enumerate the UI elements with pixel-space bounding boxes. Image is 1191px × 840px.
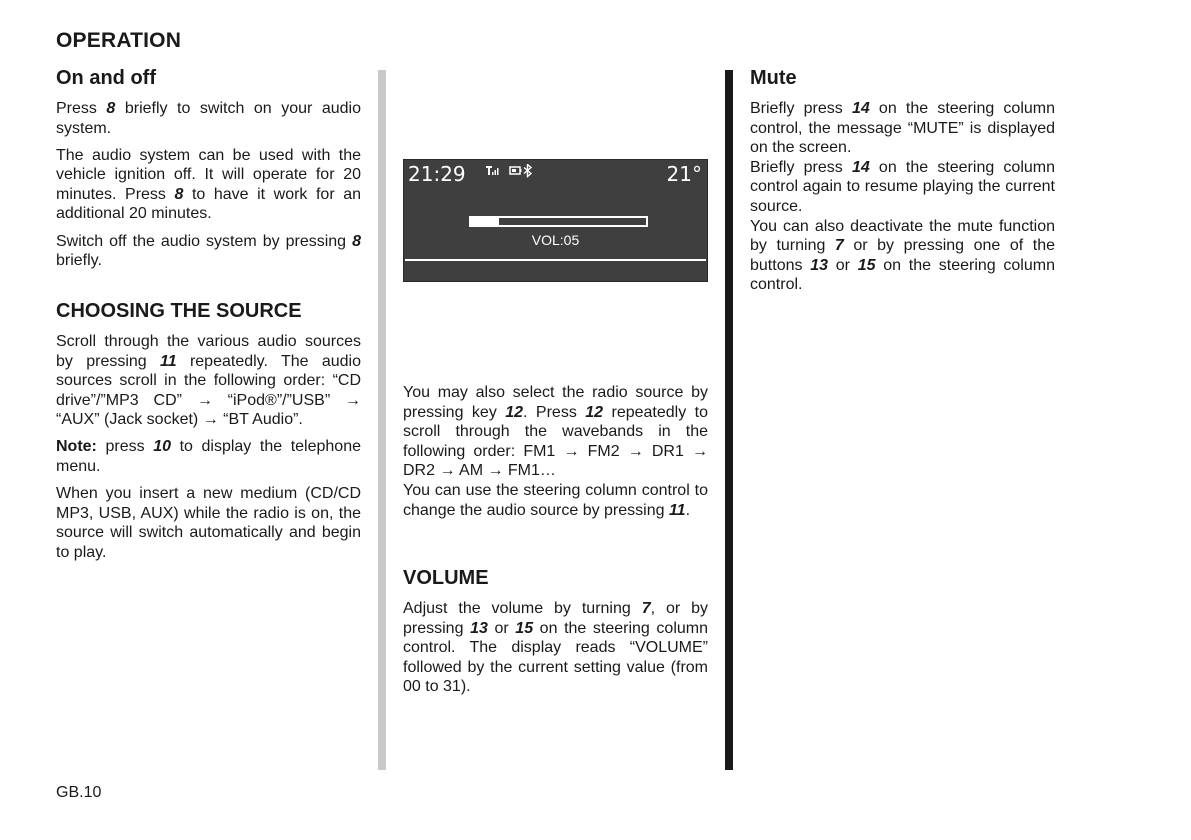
mute-paragraph-2 xyxy=(750,158,1055,217)
text: The audio system can be used with the vehicle ignition off. It will operate for 20 minutes. Press xyxy=(56,146,361,203)
choosing-source-section xyxy=(56,332,361,563)
text: Briefly press xyxy=(750,100,852,117)
text: or xyxy=(487,619,516,637)
signal-icon xyxy=(486,166,499,175)
text: press xyxy=(96,438,154,456)
key-number: 13 xyxy=(810,256,829,274)
mute-paragraph-1 xyxy=(750,99,1055,158)
display-divider-line xyxy=(405,259,706,261)
bluetooth-icon xyxy=(524,165,531,177)
text: on the steering column control. The display reads “VOLUME” followed by the current setting value (from 00 to 31). xyxy=(403,619,709,696)
text: repeatedly to scroll through the wavebands in the following order: FM1 → FM2 → DR1 → DR2 → AM → FM1… xyxy=(403,403,708,480)
key-number: 11 xyxy=(668,501,686,519)
on-off-paragraph-2 xyxy=(56,146,361,224)
text: . Press xyxy=(523,403,586,421)
text: to have it work for an additional 20 minutes. xyxy=(56,185,361,223)
volume-bar-fill xyxy=(471,218,499,225)
text: or xyxy=(828,256,858,274)
display-temperature: 21° xyxy=(666,162,702,186)
on-off-section xyxy=(56,99,361,271)
key-number: 14 xyxy=(851,100,870,117)
choosing-source-title: CHOOSING THE SOURCE xyxy=(56,300,302,322)
volume-label: VOL:05 xyxy=(531,232,580,248)
text: Briefly press xyxy=(750,158,852,176)
page-number: GB.10 xyxy=(56,784,102,801)
text: Switch off the audio system by pressing xyxy=(56,232,353,250)
source-paragraph-3: When you insert a new medium (CD/CD MP3, USB, AUX) while the radio is on, the source will switch automatically and begin to play. xyxy=(56,485,361,561)
mute-section xyxy=(750,99,1055,295)
text: on the steering column control. xyxy=(750,256,1055,294)
volume-section xyxy=(403,599,708,697)
text: Scroll through the various audio sources by pressing xyxy=(56,333,361,370)
text: on the steering column control again to resume playing the current source. xyxy=(750,158,1055,215)
display-status-icons xyxy=(486,164,546,181)
mute-title: Mute xyxy=(750,67,797,89)
key-number: 11 xyxy=(160,352,177,370)
text: You can use the steering column control to change the audio source by pressing xyxy=(403,481,708,519)
key-number: 15 xyxy=(857,256,876,274)
volume-bar xyxy=(469,216,648,227)
display-clock: 21:29 xyxy=(408,162,466,186)
note-label: Note: xyxy=(56,438,97,456)
text: briefly to switch on your audio system. xyxy=(56,100,362,137)
text: on the steering column control, the message “MUTE” is displayed on the screen. xyxy=(750,100,1055,157)
text: to display the telephone menu. xyxy=(56,438,361,476)
text: You can also deactivate the mute function by turning xyxy=(750,217,1055,255)
key-number: 14 xyxy=(851,158,870,176)
radio-paragraph-1 xyxy=(403,383,708,481)
key-number: 15 xyxy=(515,619,534,637)
key-number: 7 xyxy=(834,237,844,255)
source-note xyxy=(56,437,361,476)
battery-icon xyxy=(510,167,522,174)
page-heading: OPERATION xyxy=(56,29,182,52)
radio-paragraph-2 xyxy=(403,481,708,520)
volume-title: VOLUME xyxy=(403,567,489,589)
volume-paragraph xyxy=(403,599,708,697)
text: or by pressing one of the buttons xyxy=(750,237,1055,274)
key-number: 12 xyxy=(585,403,604,421)
key-number: 8 xyxy=(174,185,184,203)
on-off-paragraph-1 xyxy=(56,99,361,138)
text: . xyxy=(685,501,691,519)
text: briefly. xyxy=(56,252,102,270)
mute-paragraph-3 xyxy=(750,217,1055,295)
key-number: 8 xyxy=(352,232,361,250)
key-number: 12 xyxy=(505,403,524,421)
key-number: 13 xyxy=(470,619,488,637)
key-number: 10 xyxy=(153,438,171,456)
on-off-paragraph-3 xyxy=(56,232,361,271)
key-number: 8 xyxy=(106,100,116,117)
column-divider-dark xyxy=(725,70,733,770)
text: Adjust the volume by turning xyxy=(403,600,642,617)
status-icons-svg xyxy=(486,164,546,178)
text: , or by pressing xyxy=(403,600,708,637)
radio-source-section xyxy=(403,383,708,520)
source-paragraph-1 xyxy=(56,332,361,430)
text: You may also select the radio source by pressing key xyxy=(403,384,708,421)
audio-display-screen xyxy=(403,159,708,282)
text: Press xyxy=(56,100,107,117)
column-divider-gray xyxy=(378,70,386,770)
key-number: 7 xyxy=(641,600,651,617)
on-off-title: On and off xyxy=(56,67,156,89)
text: repeatedly. The audio sources scroll in the following order: “CD drive”/”MP3 CD” → “iPod®”/”USB” → “AUX” (Jack socket) → “BT Audio”. xyxy=(56,352,361,429)
